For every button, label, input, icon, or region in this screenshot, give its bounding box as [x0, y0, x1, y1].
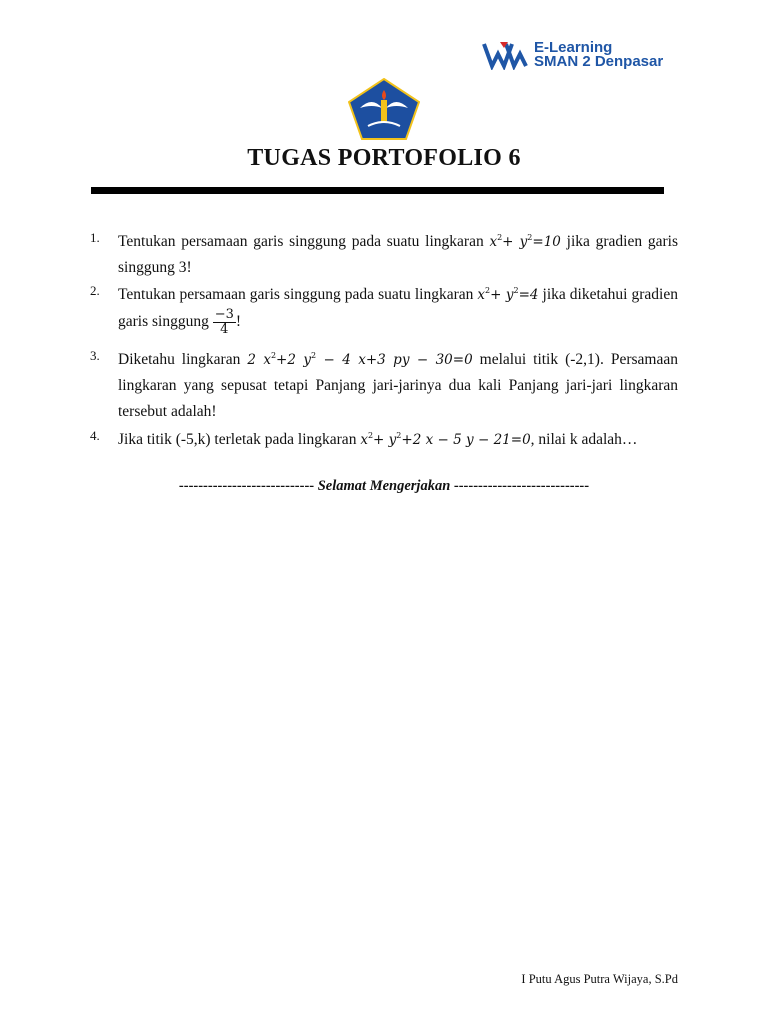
question-equation: 2 $x^2+2$ $y^2 - 4$ x+3 py − 30=0	[247, 351, 473, 368]
question-text: jika gradien garis singgung 3!	[118, 233, 678, 276]
question-text: , nilai k adalah…	[530, 431, 638, 448]
page-title: TUGAS PORTOFOLIO 6	[247, 145, 521, 171]
question-item	[90, 278, 678, 337]
question-text: !	[235, 313, 242, 331]
gradient-fraction	[213, 308, 236, 337]
question-text: melalui titik (-2,1). Persamaan lingkaran yang sepusat tetapi Panjang jari-jarinya dua kali Panjang jari-jari lingkaran tersebut adalah!	[118, 351, 678, 420]
tut-wuri-handayani-emblem-icon	[348, 78, 420, 140]
question-number: 1.	[90, 230, 100, 245]
question-item	[90, 423, 678, 453]
author-name: I Putu Agus Putra Wijaya, S.Pd	[521, 972, 678, 986]
closing-dashes-right: ----------------------------	[453, 478, 590, 494]
brand-line2: SMAN 2 Denpasar	[534, 53, 664, 70]
question-text: jika diketahui gradien garis singgung	[118, 286, 678, 331]
question-number: 3.	[90, 348, 100, 363]
question-text: Jika titik (-5,k) terletak pada lingkaran	[118, 431, 361, 448]
brand-chevron-icon	[482, 40, 530, 70]
brand-line1: E-Learning	[534, 39, 613, 56]
closing-phrase: Selamat Mengerjakan	[317, 478, 451, 494]
question-text: Tentukan persamaan garis singgung pada suatu lingkaran	[118, 286, 478, 303]
question-number: 2.	[90, 283, 100, 298]
question-number: 4.	[90, 428, 100, 443]
question-equation: $x^2+ y^2=10$	[489, 233, 561, 250]
brand-logo	[482, 40, 663, 70]
question-equation: $x^2+ y^2=4$	[477, 286, 539, 303]
question-text: Tentukan persamaan garis singgung pada suatu lingkaran	[118, 233, 490, 250]
fraction-numerator: −3	[214, 307, 234, 322]
question-equation: $x^2+ y^2+2$ x − 5 y − 21=0	[360, 431, 531, 448]
title-divider	[91, 187, 664, 194]
question-item	[90, 343, 678, 425]
closing-dashes-left: ----------------------------	[178, 478, 315, 494]
question-text: Diketahu lingkaran	[118, 351, 248, 368]
closing-line	[0, 478, 768, 495]
fraction-denominator: 4	[220, 322, 229, 337]
question-item	[90, 225, 678, 281]
